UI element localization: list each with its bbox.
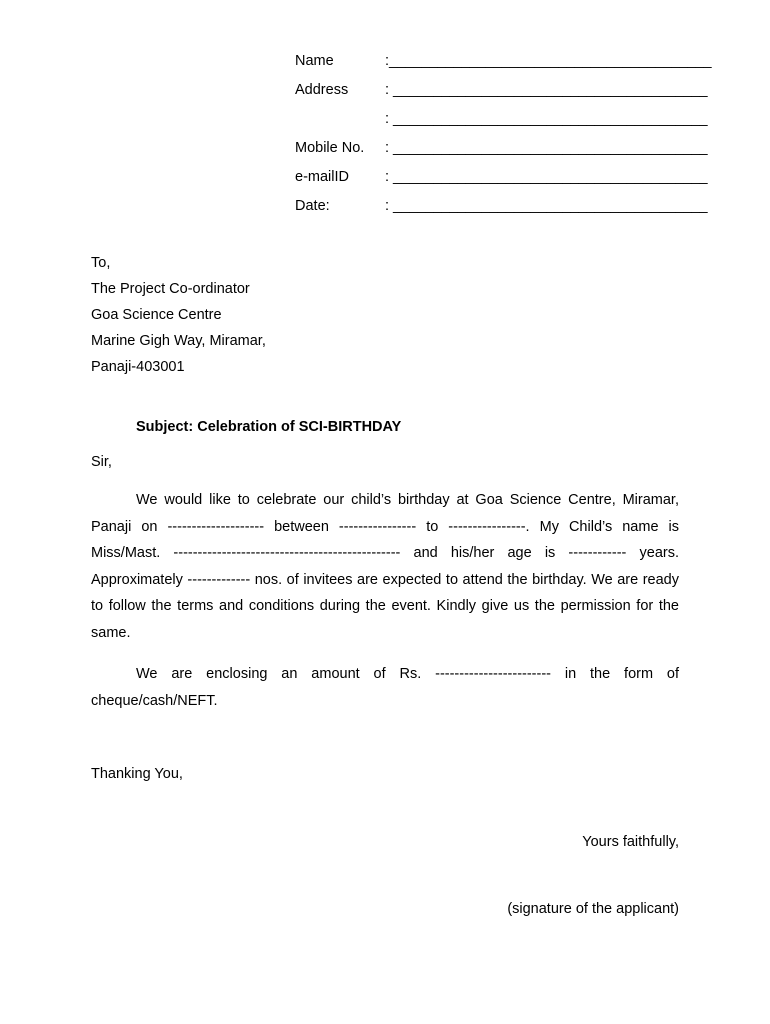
- recipient-title: The Project Co-ordinator: [91, 281, 250, 297]
- sign-off: Yours faithfully,: [582, 834, 679, 850]
- email-label: e-mailID: [295, 169, 349, 185]
- recipient-street: Marine Gigh Way, Miramar,: [91, 333, 266, 349]
- recipient-city: Panaji-403001: [91, 359, 185, 375]
- recipient-organization: Goa Science Centre: [91, 307, 222, 323]
- name-field-line: :________________________________________: [385, 53, 712, 69]
- body-paragraph-1-text: We would like to celebrate our child’s birthday at Goa Science Centre, Miramar, Panaji on -------------------- between ---------------- to ----------------. My Child’s name is Miss/Mast. ----------------------------------------------- and his/her age is ------------ years. Approximately ------------- nos. of invitees are expected to attend the birthday. We are ready to follow the terms and conditions during the event. Kindly give us the permission for the same.: [91, 492, 679, 641]
- mobile-label: Mobile No.: [295, 140, 365, 156]
- closing-thanks: Thanking You,: [91, 766, 183, 782]
- email-field-line: : _______________________________________: [385, 169, 708, 185]
- mobile-field-line: : _______________________________________: [385, 140, 708, 156]
- body-paragraph-2-text: We are enclosing an amount of Rs. ------------------------ in the form of cheque/cash/NEFT.: [91, 666, 679, 709]
- address-field-line-1: : _______________________________________: [385, 82, 708, 98]
- body-paragraph-2: [91, 661, 679, 714]
- subject-line: Subject: Celebration of SCI-BIRTHDAY: [136, 419, 402, 435]
- address-field-line-2: : _______________________________________: [385, 111, 708, 127]
- recipient-to: To,: [91, 255, 111, 271]
- signature-placeholder: (signature of the applicant): [507, 901, 679, 917]
- salutation: Sir,: [91, 454, 112, 470]
- name-label: Name: [295, 53, 334, 69]
- date-field-line: : _______________________________________: [385, 198, 708, 214]
- date-label: Date:: [295, 198, 330, 214]
- address-label: Address: [295, 82, 349, 98]
- body-paragraph-1: [91, 487, 679, 647]
